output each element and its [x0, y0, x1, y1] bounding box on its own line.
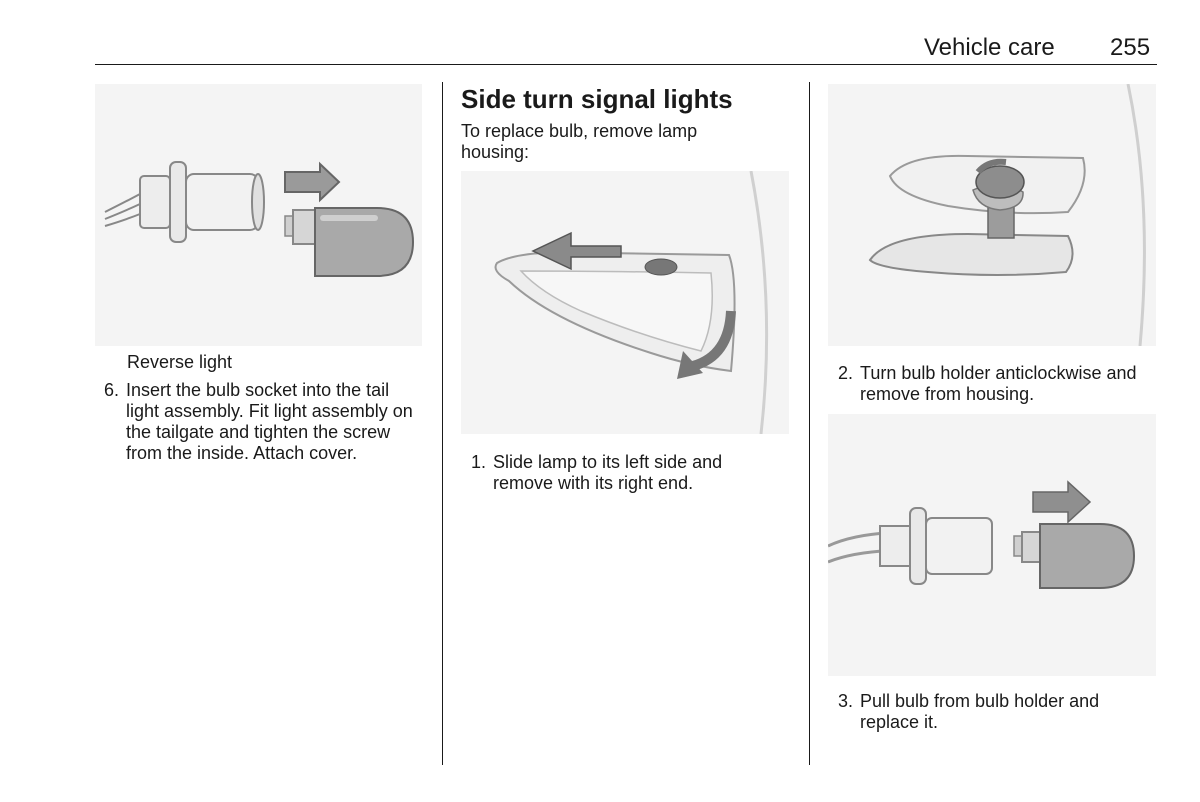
section-intro: To replace bulb, remove lamp housing:	[461, 121, 698, 162]
bulb-pull-illustration	[828, 414, 1156, 676]
step-2	[838, 363, 1158, 405]
running-header-section: Vehicle care	[924, 34, 1055, 61]
lamp-housing-illustration	[461, 171, 789, 434]
step-1	[471, 452, 771, 494]
figure-caption-reverse-light: Reverse light	[127, 352, 233, 372]
step-number: 3.	[838, 691, 854, 711]
column-divider-left	[442, 82, 443, 765]
side-lamp-removal-figure	[461, 171, 789, 434]
column-divider-right	[809, 82, 810, 765]
step-3	[838, 691, 1158, 733]
page-number: 255	[1110, 34, 1151, 61]
bulb-pull-figure	[828, 414, 1156, 676]
step-number: 6.	[104, 380, 120, 400]
step-text: Insert the bulb socket into the tail light assembly. Fit light assembly on the tailgate and tighten the screw from the inside. Attach cover.	[126, 380, 413, 463]
bulb-holder-illustration	[828, 84, 1156, 346]
section-title: Side turn signal lights	[461, 84, 733, 114]
header-rule	[95, 64, 1157, 65]
step-text: Slide lamp to its left side and remove with its right end.	[493, 452, 723, 493]
step-text: Pull bulb from bulb holder and replace it.	[860, 691, 1100, 732]
step-number: 2.	[838, 363, 854, 383]
step-text: Turn bulb holder anticlockwise and remove from housing.	[860, 363, 1137, 404]
bulb-socket-illustration	[95, 84, 422, 346]
bulb-holder-figure	[828, 84, 1156, 346]
reverse-light-bulb-figure	[95, 84, 422, 346]
step-number: 1.	[471, 452, 487, 472]
step-6	[104, 380, 424, 464]
